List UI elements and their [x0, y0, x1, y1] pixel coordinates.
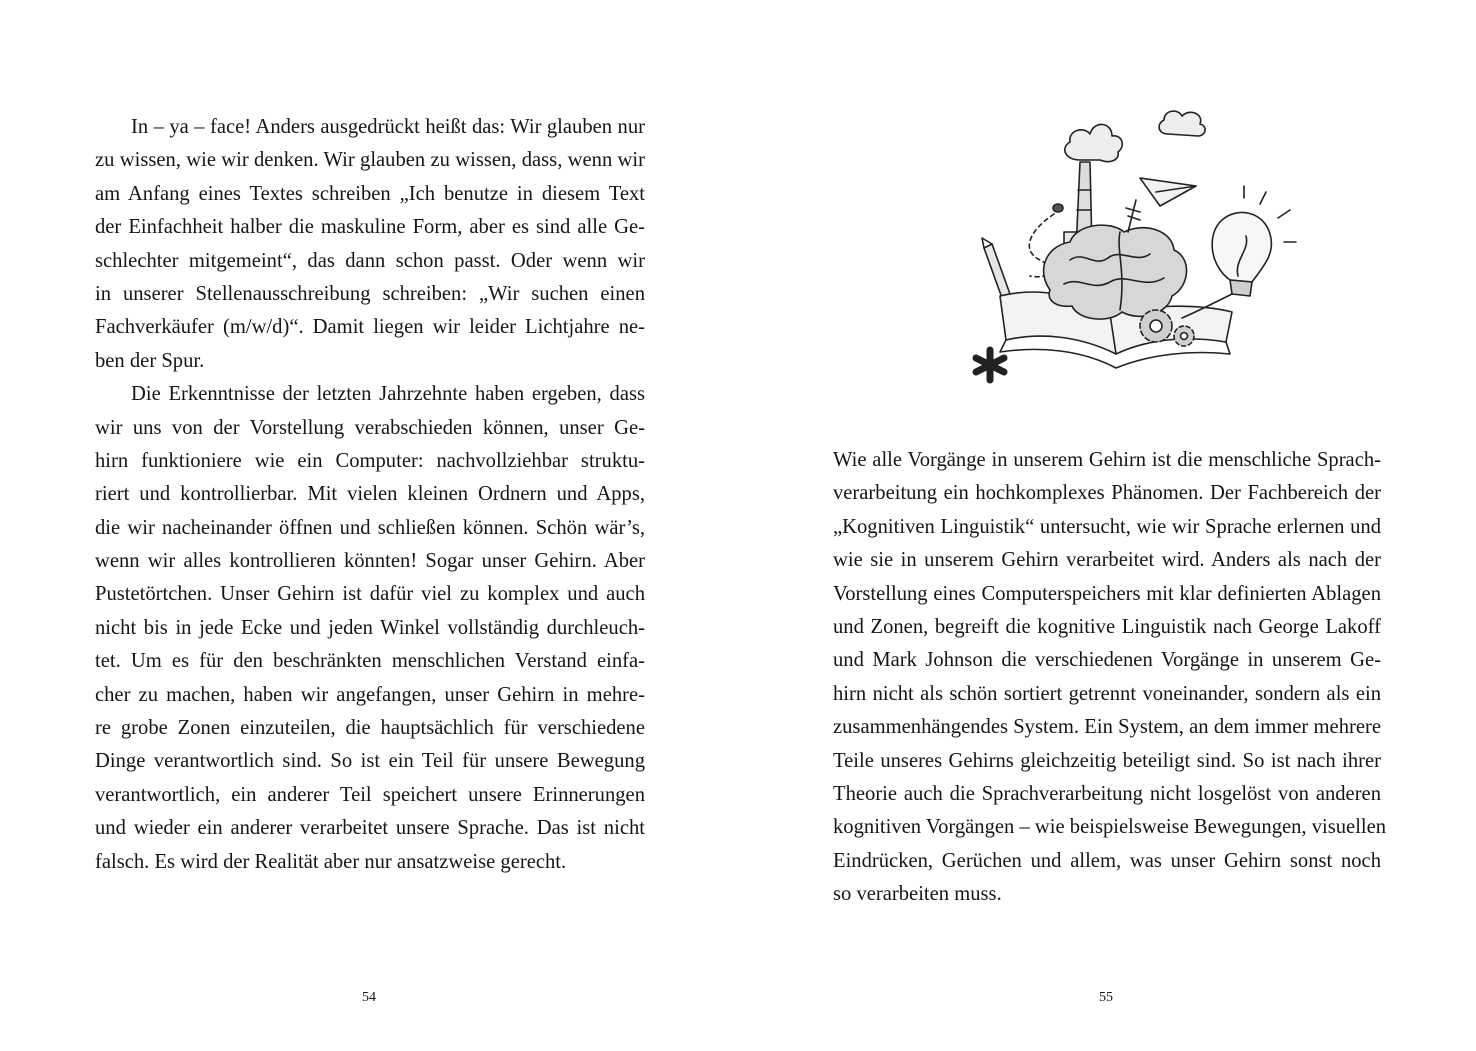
- text-line: tet. Um es für den beschränkten menschlichen Verstand einfa-: [95, 650, 645, 673]
- text-line: wenn wir alles kontrollieren könnten! Sogar unser Gehirn. Aber: [95, 550, 645, 573]
- text-line: am Anfang eines Textes schreiben „Ich benutze in diesem Text: [95, 182, 645, 205]
- text-line: hirn funktioniere wie ein Computer: nachvollziehbar struktu-: [95, 449, 645, 472]
- right-page-text: [833, 444, 1387, 911]
- text-line: und Zonen, begreift die kognitive Linguistik nach George Lakoff: [833, 615, 1381, 638]
- pencil-icon: [982, 238, 1010, 298]
- text-line: wie sie in unserem Gehirn verarbeitet wird. Anders als nach der: [833, 549, 1381, 572]
- light-bulb-icon: [1182, 186, 1296, 318]
- text-line: Fachverkäufer (m/w/d)“. Damit liegen wir leider Lichtjahre ne-: [95, 316, 645, 339]
- text-line: verarbeitung ein hochkomplexes Phänomen. Der Fachbereich der: [833, 482, 1381, 505]
- text-line: riert und kontrollierbar. Mit vielen kleinen Ordnern und Apps,: [95, 483, 645, 506]
- text-line: wir uns von der Vorstellung verabschieden können, unser Ge-: [95, 416, 645, 439]
- text-line: Theorie auch die Sprachverarbeitung nicht losgelöst von anderen: [833, 782, 1381, 805]
- asterisk-icon: [976, 350, 1004, 380]
- text-line: die wir nacheinander öffnen und schließen können. Schön wär’s,: [95, 516, 645, 539]
- text-line: Dinge verantwortlich sind. So ist ein Teil für unsere Bewegung: [95, 750, 645, 773]
- text-line: kognitiven Vorgängen – wie beispielsweise Bewegungen, visuellen: [833, 816, 1387, 839]
- text-line: re grobe Zonen einzuteilen, die hauptsächlich für verschiedene: [95, 717, 645, 740]
- page-number: 54: [362, 990, 376, 1005]
- cloud-icon: [1065, 111, 1205, 162]
- text-line: Eindrücken, Gerüchen und allem, was unser Gehirn sonst noch: [833, 849, 1381, 872]
- right-page: [738, 0, 1476, 1051]
- text-line: Wie alle Vorgänge in unserem Gehirn ist die menschliche Sprach-: [833, 449, 1381, 471]
- text-line: der Einfachheit halber die maskuline Form, aber es sind alle Ge-: [95, 216, 645, 239]
- text-line: nicht bis in jede Ecke und jeden Winkel vollständig durchleuch-: [95, 616, 645, 639]
- text-line: In – ya – face! Anders ausgedrückt heißt das: Wir glauben nur: [131, 116, 645, 138]
- text-line: zusammenhängendes System. Ein System, an dem immer mehrere: [833, 716, 1381, 739]
- text-line: falsch. Es wird der Realität aber nur ansatzweise gerecht.: [95, 850, 567, 873]
- brain-on-book-illustration-icon: [960, 100, 1300, 390]
- paper-airplane-icon: [1140, 178, 1196, 206]
- text-line: ben der Spur.: [95, 349, 205, 372]
- text-line: hirn nicht als schön sortiert getrennt voneinander, sondern als ein: [833, 682, 1381, 705]
- left-page-text: [95, 111, 645, 879]
- text-line: Pustetörtchen. Unser Gehirn ist dafür viel zu komplex und auch: [95, 583, 645, 606]
- text-line: schlechter mitgemeint“, das dann schon passt. Oder wenn wir: [95, 249, 645, 272]
- text-line: und Mark Johnson die verschiedenen Vorgänge in unserem Ge-: [833, 649, 1381, 672]
- text-line: zu wissen, wie wir denken. Wir glauben zu wissen, dass, wenn wir: [95, 149, 645, 172]
- text-line: Die Erkenntnisse der letzten Jahrzehnte haben ergeben, dass: [131, 383, 645, 406]
- text-line: Teile unseres Gehirns gleichzeitig beteiligt sind. So ist nach ihrer: [833, 749, 1381, 772]
- text-line: und wieder ein anderer verarbeitet unsere Sprache. Das ist nicht: [95, 817, 645, 840]
- text-line: so verarbeiten muss.: [833, 883, 1002, 906]
- text-line: cher zu machen, haben wir angefangen, unser Gehirn in mehre-: [95, 683, 645, 706]
- text-line: Vorstellung eines Computerspeichers mit klar definierten Ablagen: [833, 582, 1381, 605]
- text-line: in unserer Stellenausschreibung schreiben: „Wir suchen einen: [95, 282, 645, 305]
- text-line: „Kognitiven Linguistik“ untersucht, wie wir Sprache erlernen und: [833, 515, 1381, 538]
- text-line: verantwortlich, ein anderer Teil speichert unsere Erinnerungen: [95, 783, 645, 806]
- page-number: 55: [1099, 990, 1113, 1005]
